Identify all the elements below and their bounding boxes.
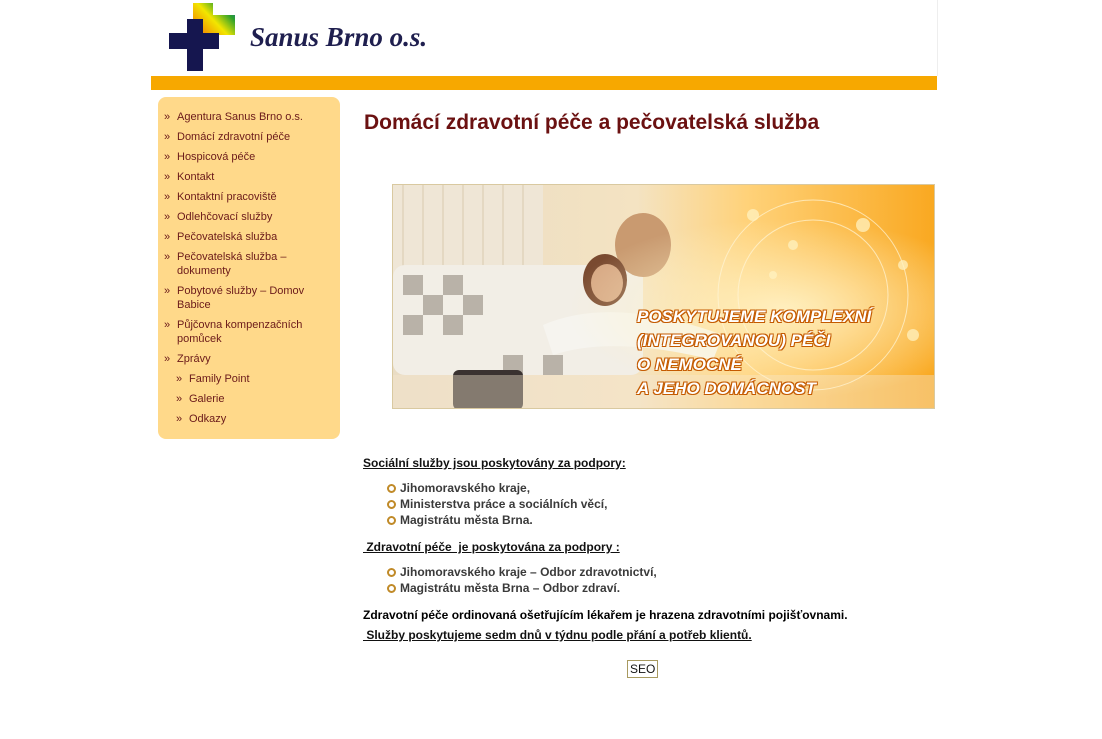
list-item: Jihomoravského kraje – Odbor zdravotnictví, (387, 564, 923, 580)
social-services-heading: Sociální služby jsou poskytovány za podpory: (363, 456, 626, 470)
list-item: Magistrátu města Brna. (387, 512, 923, 528)
sidebar-item-label: Galerie (189, 393, 225, 405)
seo-link[interactable]: SEO (627, 660, 658, 678)
sidebar-item-kontaktni-pracoviste[interactable] (158, 186, 340, 206)
chevron-double-right-icon: » (164, 151, 171, 163)
week-note: Služby poskytujeme sedm dnů v týdnu podle přání a potřeb klientů. (363, 628, 752, 642)
insurance-note: Zdravotní péče ordinovaná ošetřujícím lékařem je hrazena zdravotními pojišťovnami. (363, 608, 848, 622)
chevron-double-right-icon: » (164, 191, 171, 203)
sidebar-item-label: Pečovatelská služba – dokumenty (177, 251, 287, 277)
sidebar-item-pecovatelska-dokumenty[interactable] (158, 246, 340, 280)
sidebar-item-label: Odlehčovací služby (177, 211, 273, 223)
chevron-double-right-icon: » (164, 111, 171, 123)
site-title[interactable]: Sanus Brno o.s. (250, 22, 428, 52)
chevron-double-right-icon: » (164, 353, 171, 365)
chevron-double-right-icon: » (176, 393, 183, 405)
hero-banner (392, 184, 935, 409)
sidebar-item-label: Zprávy (177, 353, 211, 365)
chevron-double-right-icon: » (164, 171, 171, 183)
chevron-double-right-icon: » (164, 211, 171, 223)
colorful-cross-logo-icon[interactable] (167, 3, 239, 73)
sidebar-item-hospicova-pece[interactable] (158, 146, 340, 166)
header-accent-bar (151, 76, 937, 90)
sidebar-item-agentura[interactable] (158, 106, 340, 126)
social-support-list (363, 480, 923, 528)
sidebar (158, 97, 340, 439)
sidebar-nav (158, 97, 340, 428)
bullet-circle-icon (387, 584, 396, 593)
bullet-circle-icon (387, 500, 396, 509)
sidebar-subitem-family-point[interactable] (158, 368, 340, 388)
sidebar-item-pecovatelska-sluzba[interactable] (158, 226, 340, 246)
bullet-circle-icon (387, 484, 396, 493)
chevron-double-right-icon: » (176, 413, 183, 425)
health-care-heading: Zdravotní péče je poskytována za podpory : (363, 540, 620, 554)
list-item: Jihomoravského kraje, (387, 480, 923, 496)
header (151, 0, 938, 76)
chevron-double-right-icon: » (164, 285, 171, 297)
list-item: Ministerstva práce a sociálních věcí, (387, 496, 923, 512)
chevron-double-right-icon: » (164, 319, 171, 331)
sidebar-subitem-galerie[interactable] (158, 388, 340, 408)
bullet-circle-icon (387, 516, 396, 525)
chevron-double-right-icon: » (176, 373, 183, 385)
sidebar-item-label: Agentura Sanus Brno o.s. (177, 111, 303, 123)
sidebar-item-label: Family Point (189, 373, 250, 385)
list-item: Magistrátu města Brna – Odbor zdraví. (387, 580, 923, 596)
chevron-double-right-icon: » (164, 131, 171, 143)
sidebar-item-zpravy[interactable] (158, 348, 340, 368)
health-support-list (363, 564, 923, 596)
sidebar-item-label: Pečovatelská služba (177, 231, 278, 243)
sidebar-item-pujcovna[interactable] (158, 314, 340, 348)
sidebar-item-domaci-pece[interactable] (158, 126, 340, 146)
sidebar-item-odlehcovaci-sluzby[interactable] (158, 206, 340, 226)
main-content (363, 454, 923, 644)
sidebar-item-kontakt[interactable] (158, 166, 340, 186)
chevron-double-right-icon: » (164, 251, 171, 263)
sidebar-item-label: Domácí zdravotní péče (177, 131, 291, 143)
sidebar-item-label: Hospicová péče (177, 151, 256, 163)
sidebar-item-label: Odkazy (189, 413, 227, 425)
sidebar-item-label: Kontaktní pracoviště (177, 191, 277, 203)
sidebar-item-label: Půjčovna kompenzačních pomůcek (177, 319, 303, 345)
sidebar-item-label: Pobytové služby – Domov Babice (177, 285, 305, 311)
sidebar-item-pobytove-sluzby[interactable] (158, 280, 340, 314)
banner-slogan: POSKYTUJEME KOMPLEXNÍ (INTEGROVANOU) PÉČI O NEMOCNÉ A JEHO DOMÁCNOST (637, 307, 872, 398)
bullet-circle-icon (387, 568, 396, 577)
chevron-double-right-icon: » (164, 231, 171, 243)
page-title: Domácí zdravotní péče a pečovatelská služba (364, 111, 820, 134)
page (151, 0, 937, 739)
sidebar-item-label: Kontakt (177, 171, 215, 183)
sidebar-subitem-odkazy[interactable] (158, 408, 340, 428)
